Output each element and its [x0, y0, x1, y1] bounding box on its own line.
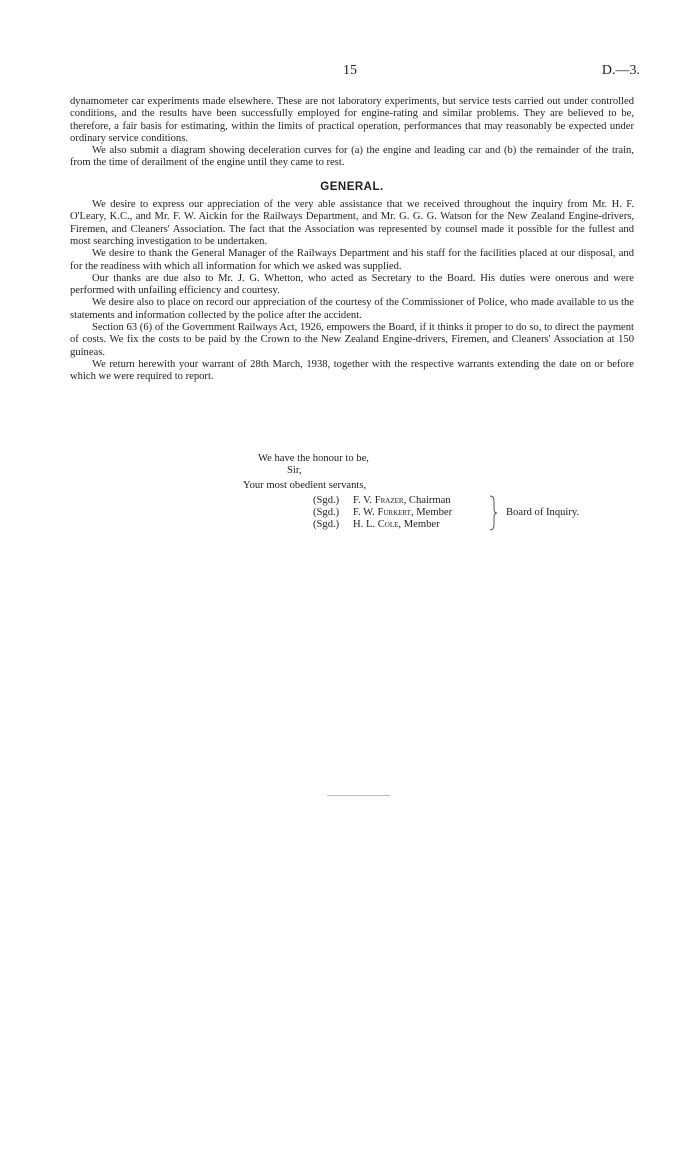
signature-sgd: (Sgd.) — [313, 519, 340, 530]
signature-role: , Chairman — [403, 495, 451, 506]
paragraph-thanks-general-manager: We desire to thank the General Manager of the Railways Department and his staff for the facilities placed at our disposal, and for the readiness with which all information for which we asked was supplied. — [70, 248, 634, 272]
paragraph-secretary: Our thanks are due also to Mr. J. G. Whetton, who acted as Secretary to the Board. His duties were onerous and were performed with unfailing efficiency and courtesy. — [70, 272, 634, 297]
signature-role: , Member — [410, 507, 453, 518]
signature-surname: Cole — [377, 519, 399, 530]
signature-surname: Frazer — [374, 495, 404, 506]
closing-rule — [327, 795, 390, 796]
signature-sgd: (Sgd.) — [313, 507, 340, 518]
section-heading-general: GENERAL. — [320, 180, 384, 193]
document-reference: D.—3. — [601, 63, 640, 78]
paragraph-diagram: We also submit a diagram showing deceleration curves for (a) the engine and leading car and (b) the remainder of the train, from the time of derailment of the engine until they came to rest. — [70, 145, 634, 169]
paragraph-police: We desire also to place on record our appreciation of the courtesy of the Commissioner of Police, who made available to us the statements and information collected by the police after the accident. — [70, 297, 634, 321]
page-number: 15 — [343, 63, 357, 78]
paragraph-warrant: We return herewith your warrant of 28th March, 1938, together with the respective warrants extending the date on or before which we were required to report. — [70, 358, 634, 383]
paragraph-appreciation: We desire to express our appreciation of the very able assistance that we received throughout the inquiry from Mr. H. F. O'Leary, K.C., and Mr. F. W. Aickin for the Railways Department, and Mr. G. G. G. Watson for the New Zealand Engine-drivers, Firemen, and Cleaners' Association. The fact that the Association was represented by counsel made it possible for the fullest and most searching investigation to be undertaken. — [70, 199, 634, 247]
signoff-closing: Your most obedient servants, — [243, 480, 367, 491]
board-of-inquiry-label: Board of Inquiry. — [506, 507, 580, 518]
signature-role: , Member — [398, 519, 440, 530]
body-text — [70, 96, 634, 384]
signature-line — [313, 495, 451, 507]
signature-sgd: (Sgd.) — [313, 495, 340, 506]
paragraph-dynamometer: dynamometer car experiments made elsewhere. These are not laboratory experiments, but service tests carried out under controlled conditions, and the results have been successfully employed for engine-rating and similar problems. They are believed to be, therefore, a fair basis for estimating, within the limits of practical operation, performances that may reasonably be expected under ordinary service conditions. — [70, 96, 634, 144]
signature-line — [313, 519, 440, 531]
signature-line — [313, 507, 452, 519]
signature-initials: F. W. — [353, 507, 375, 518]
signoff-salutation: Sir, — [287, 465, 302, 476]
right-brace — [488, 495, 498, 531]
signature-surname: Furkert — [377, 507, 411, 518]
paragraph-costs: Section 63 (6) of the Government Railways Act, 1926, empowers the Board, if it thinks it proper to do so, to direct the payment of costs. We fix the costs to be paid by the Crown to the New Zealand Engine-drivers, Firemen, and Cleaners' Association at 150 guineas. — [70, 322, 634, 358]
signature-initials: H. L. — [353, 519, 376, 530]
signature-initials: F. V. — [353, 495, 373, 506]
signoff-honour: We have the honour to be, — [258, 453, 369, 464]
